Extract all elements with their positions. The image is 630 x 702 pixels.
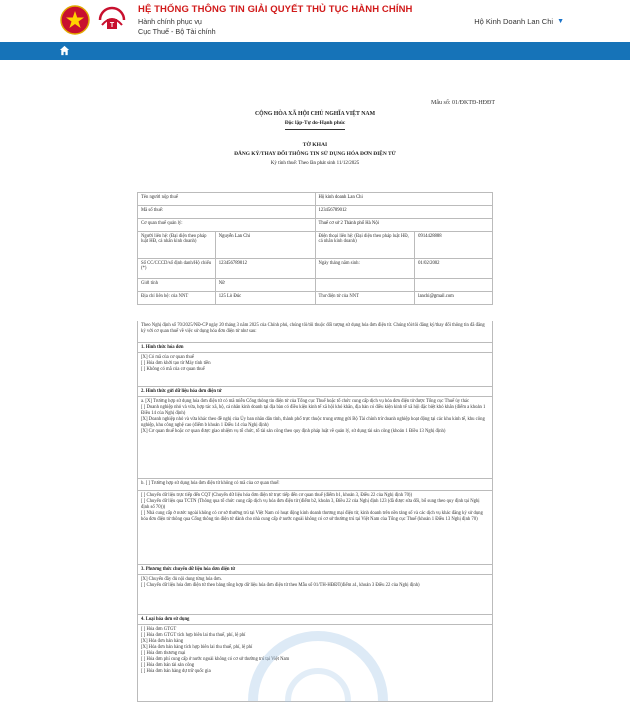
- table-row: [138, 259, 493, 279]
- option-text: [ ] Doanh nghiệp nhỏ và vừa, hợp tác xã, hộ, cá nhân kinh doanh tại địa bàn có điều kiện kinh tế xã hội khó khăn, địa bàn có điều kiện kinh tế xã hội đặc biệt khó khăn (điểm a khoản 1 Điều 14 của Nghị định): [141, 404, 486, 416]
- svg-text:T: T: [109, 22, 115, 29]
- email-value: lanchi@gmail.com: [415, 292, 493, 305]
- agency-value: Thuế cơ sở 2 Thành phố Hà Nội: [315, 219, 493, 232]
- section-2-header: [137, 387, 493, 397]
- option-text: [ ] Chuyển dữ liệu hóa đơn điện tử theo bảng tổng hợp dữ liệu hóa đơn điện tử theo Mẫu số 01/TH-HĐĐT(điểm a1, khoản 3 Điều 22 của Nghị định): [141, 582, 420, 588]
- taxcode-value: 123456789012: [315, 206, 493, 219]
- id-value: 123456789012: [215, 259, 315, 279]
- section-1-options: [137, 353, 493, 387]
- option-text: [ ] Chuyển dữ liệu trực tiếp đến CQT (Chuyển dữ liệu hóa đơn điện tử trực tiếp đến cơ quan thuế (điểm b1, khoản 3, Điều 22 của Nghị định 70)): [141, 492, 413, 498]
- table-row: [138, 219, 493, 232]
- phone-label: Điện thoại liên hệ: (Đại diện theo pháp luật HĐ, cá nhân kinh doanh): [315, 232, 415, 259]
- option-text: [ ] Nhà cung cấp ở nước ngoài không có cơ sở thường trú tại Việt Nam có hoạt động kinh doanh thương mại điện tử, kinh doanh trên nền tảng số và các dịch vụ khác đăng ký sử dụng hóa đơn điện tử thông qua Cổng thông tin điện tử dành cho nhà cung cấp ở nước ngoài không có cơ sở thường trú tại Việt Nam của Tổng cục Thuế (khoản 1 Điều 13 Nghị định 70): [141, 510, 483, 522]
- system-subtitle: Hành chính phục vụ: [138, 17, 202, 26]
- option-text: [ ] Hóa đơn GTGT: [141, 626, 177, 632]
- id-label: Số CC/CCCD/số định danh/Hộ chiếu (*): [138, 259, 216, 279]
- document-subtitle: ĐĂNG KÝ/THAY ĐỔI THÔNG TIN SỬ DỤNG HÓA ĐƠN ĐIỆN TỬ: [234, 151, 396, 157]
- option-text: a. [X] Trường hợp sử dụng hóa đơn điện tử có mã miễn Cổng thông tin điện tử của Tổng cục Thuế hoặc tổ chức cung cấp dịch vụ hóa đơn điện tử được Tổng cục Thuế ủy thác: [141, 398, 470, 404]
- option-text: [ ] Hóa đơn thương mại: [141, 650, 186, 656]
- option-text: [ ] Hóa đơn phí cung cấp ở nước ngoài không có cơ sở thường trú tại Việt Nam: [141, 657, 290, 663]
- address-value: 125 Lò Đúc: [215, 292, 315, 305]
- option-text: b. [ ] Trường hợp sử dụng hóa đơn điện tử không có mã của cơ quan thuế:: [141, 480, 280, 486]
- chevron-down-icon: ▼: [557, 18, 564, 25]
- option-text: [X] Doanh nghiệp nhỏ và vừa khác theo đề nghị của Ủy ban nhân dân tỉnh, thành phố trực thuộc trung ương gửi Bộ Tài chính trừ doanh nghiệp hoạt động tại các khu kinh tế, khu công nghiệp, khu công nghệ cao (điểm b khoản 1 Điều 14 của Nghị định): [141, 416, 485, 428]
- table-row: [138, 206, 493, 219]
- declaration-document: [135, 60, 495, 702]
- section-2-title: 2. Hình thức gửi dữ liệu hóa đơn điện tử: [141, 388, 222, 394]
- country-name: CỘNG HÒA XÃ HỘI CHỦ NGHĨA VIỆT NAM: [254, 111, 376, 117]
- option-text: [X] Hóa đơn bán hàng: [141, 638, 184, 644]
- option-text: [ ] Không có mã của cơ quan thuế: [141, 366, 205, 372]
- option-text: [ ] Hóa đơn bán tài sản công: [141, 663, 195, 669]
- address-label: Địa chỉ liên hệ: của NNT: [138, 292, 216, 305]
- option-text: [X] Chuyển đầy đủ nội dung từng hóa đơn.: [141, 576, 222, 582]
- table-row: [138, 232, 493, 259]
- document-title: TỜ KHAI: [302, 142, 328, 148]
- national-motto: Độc lập-Tự do-Hạnh phúc: [284, 120, 346, 126]
- top-header: [0, 0, 630, 42]
- gender-value: Nữ: [215, 279, 315, 292]
- section-4-options: [137, 625, 493, 702]
- option-text: [ ] Hóa đơn bán hàng dự trữ quốc gia: [141, 669, 211, 675]
- phone-value: 0914428888: [415, 232, 493, 259]
- section-3-title: 3. Phương thức chuyển dữ liệu hóa đơn điện tử: [141, 566, 236, 572]
- tax-period: Kỳ tính thuế: Theo lần phát sinh 11/12/2025: [270, 161, 360, 166]
- option-text: [ ] Hóa đơn khởi tạo từ Máy tính tiền: [141, 360, 211, 366]
- dob-label: Ngày tháng năm sinh:: [315, 259, 415, 279]
- option-text: [X] Có mã của cơ quan thuế: [141, 354, 194, 360]
- rep-value: Nguyễn Lan Chi: [215, 232, 315, 259]
- dob-value: 01/02/2002: [415, 259, 493, 279]
- section-2a-options: [137, 397, 493, 479]
- form-code: Mẫu số: 01/ĐKTĐ-HĐĐT: [431, 100, 495, 106]
- taxpayer-value: Hộ kinh doanh Lan Chi: [315, 193, 493, 206]
- section-2b-header: [137, 479, 493, 491]
- section-1-title: 1. Hình thức hóa đơn: [141, 344, 184, 350]
- section-3-header: [137, 565, 493, 575]
- user-menu[interactable]: [474, 17, 564, 26]
- section-3-options: [137, 575, 493, 615]
- taxpayer-label: Tên người nộp thuế: [138, 193, 316, 206]
- main-navbar: [0, 42, 630, 60]
- section-2b-options: [137, 491, 493, 565]
- system-title: HỆ THỐNG THÔNG TIN GIẢI QUYẾT THỦ TỤC HÀNH CHÍNH: [138, 4, 413, 15]
- intro-paragraph: [137, 321, 493, 343]
- user-name: Hộ Kinh Doanh Lan Chi: [474, 17, 554, 26]
- option-text: [X] Hóa đơn bán hàng tích hợp biên lai thu thuế, phí, lệ phí: [141, 644, 253, 650]
- email-label: Thư điện tử của NNT: [315, 292, 415, 305]
- motto-underline: [285, 129, 345, 130]
- intro-text: Theo Nghị định số 70/2025/NĐ-CP ngày 20 tháng 3 năm 2025 của Chính phủ, chúng tôi/tôi thuộc đối tượng sử dụng hóa đơn điện tử. Chúng tôi/tôi đăng ký/thay đổi thông tin đã đăng ký với cơ quan thuế về việc sử dụng hóa đơn điện tử như sau:: [141, 322, 485, 334]
- agency-label: Cơ quan thuế quản lý:: [138, 219, 316, 232]
- table-row: [138, 193, 493, 206]
- option-text: [X] Cơ quan thuế hoặc cơ quan được giao nhiệm vụ tổ chức, tổ tài sản công theo quy định pháp luật về quản lý, sử dụng tài sản công (khoản 1 Điều 13 Nghị định): [141, 429, 446, 435]
- section-1-header: [137, 343, 493, 353]
- gender-label: Giới tính: [138, 279, 216, 292]
- taxpayer-info-table: [137, 192, 493, 305]
- home-icon[interactable]: [59, 45, 70, 56]
- rep-label: Người liên hệ: (Đại diện theo pháp luật HĐ, cá nhân kinh doanh): [138, 232, 216, 259]
- option-text: [ ] Hóa đơn GTGT tích hợp biên lai thu thuế, phí, lệ phí: [141, 632, 246, 638]
- tax-department-logo-icon: [96, 5, 128, 35]
- section-4-title: 4. Loại hóa đơn sử dụng: [141, 616, 190, 622]
- national-emblem-icon: [60, 5, 90, 35]
- table-row: [138, 279, 493, 292]
- taxcode-label: Mã số thuế:: [138, 206, 316, 219]
- table-row: [138, 292, 493, 305]
- section-4-header: [137, 615, 493, 625]
- option-text: [ ] Chuyển dữ liệu qua TCTN (Thông qua tổ chức cung cấp dịch vụ hóa đơn điện tử (điểm b2, khoản 3, Điều 22 của Nghị định 123 (đã được sửa đổi, bổ sung theo quy định tại Nghị định số 70))): [141, 498, 480, 510]
- system-department: Cục Thuế - Bộ Tài chính: [138, 27, 216, 36]
